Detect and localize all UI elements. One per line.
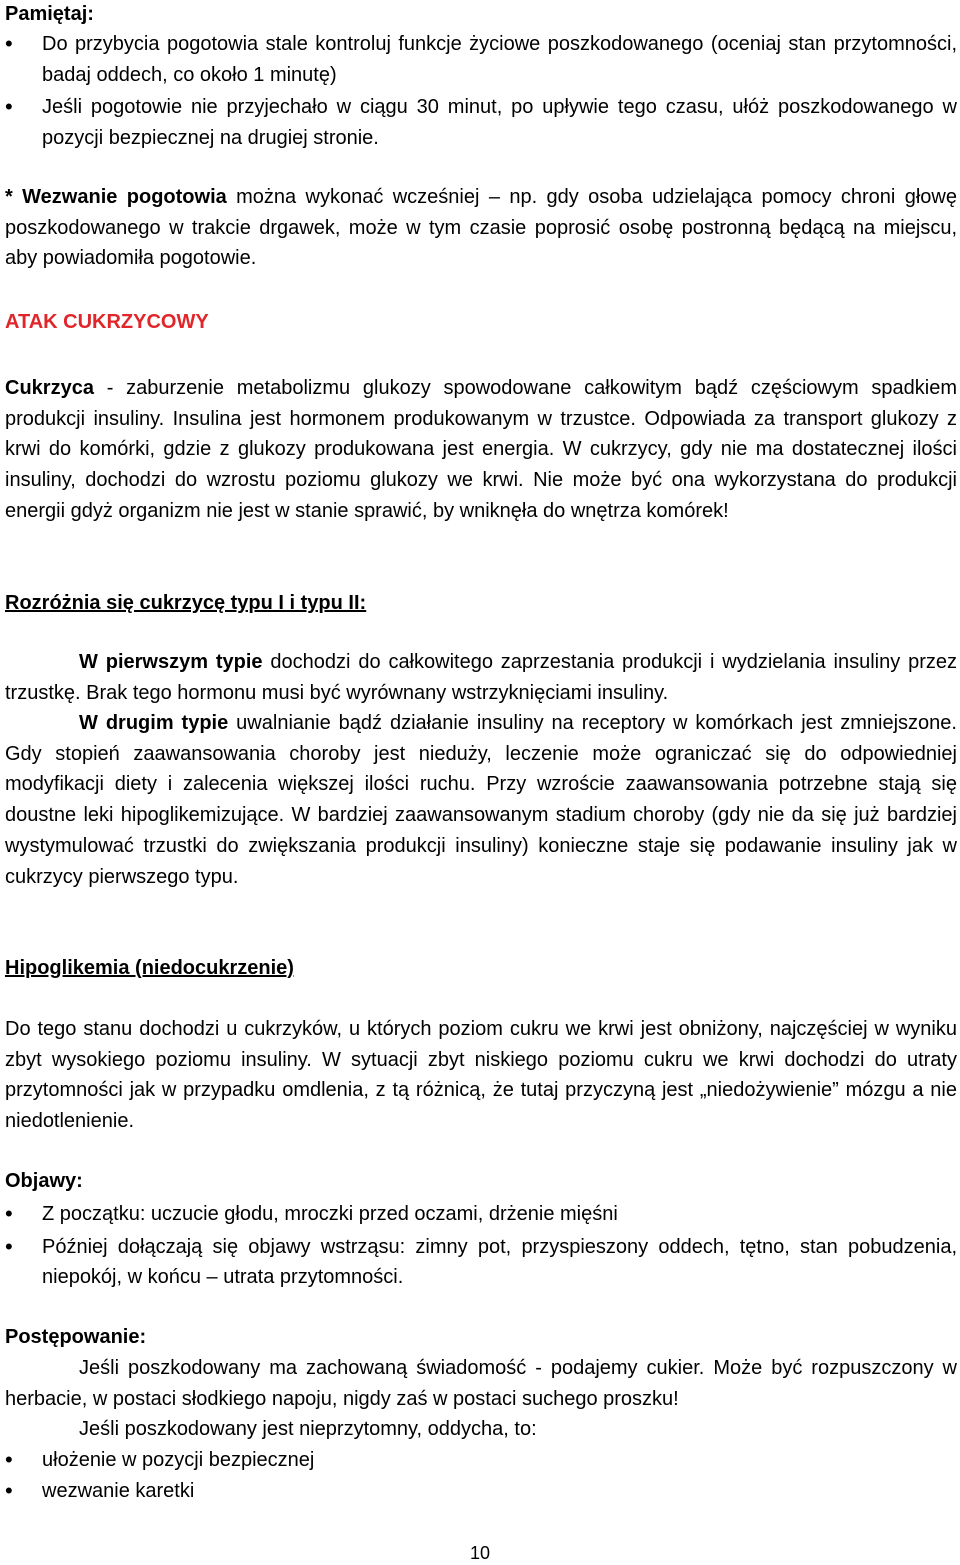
postepowanie-list: [5, 1445, 957, 1506]
list-item: • Jeśli pogotowie nie przyjechało w ciągu 30 minut, po upływie tego czasu, ułóż poszkodowanego w pozycji bezpiecznej na drugiej stronie.: [5, 92, 957, 153]
cukrzyca-paragraph: [5, 373, 957, 527]
typ1-paragraph: [5, 647, 957, 708]
hipoglikemia-paragraph: Do tego stanu dochodzi u cukrzyków, u których poziom cukru we krwi jest obniżony, najczęściej w wyniku zbyt wysokiego poziomu insuliny. W sytuacji zbyt niskiego poziomu cukru we krwi dochodzi do utraty przytomności jak w przypadku omdlenia, z tą różnicą, że tutaj przyczyną jest „niedożywienie” mózgu a nie niedotlenienie.: [5, 1018, 957, 1133]
postepowanie-paragraph-2: Jeśli poszkodowany jest nieprzytomny, oddycha, to:: [79, 1418, 537, 1440]
list-item: • wezwanie karetki: [5, 1476, 957, 1507]
pamietaj-heading: Pamiętaj:: [5, 3, 94, 25]
note-bold: * Wezwanie pogotowia: [5, 186, 227, 208]
objawy-heading: Objawy:: [5, 1170, 83, 1192]
typ2-paragraph: [5, 708, 957, 892]
typ1-bold: W pierwszym typie: [79, 651, 263, 673]
postepowanie-paragraph-1: Jeśli poszkodowany ma zachowaną świadomość - podajemy cukier. Może być rozpuszczony w herbacie, w postaci słodkiego napoju, nigdy zaś w postaci suchego proszku!: [5, 1357, 957, 1410]
list-item: • Później dołączają się objawy wstrząsu: zimny pot, przyspieszony oddech, tętno, stan pobudzenia, niepokój, w końcu – utrata przytomności.: [5, 1232, 957, 1293]
postepowanie-heading: Postępowanie:: [5, 1326, 147, 1348]
cukrzyca-bold: Cukrzyca: [5, 377, 94, 399]
list-item: • ułożenie w pozycji bezpiecznej: [5, 1445, 957, 1476]
note-text: można wykonać wcześniej – np. gdy osoba udzielająca pomocy chroni głowę poszkodowanego w trakcie drgawek, może w tym czasie poprosić osobę postronną będącą na miejscu, aby powiadomiła pogotowie.: [5, 186, 958, 270]
pamietaj-list: [5, 29, 957, 156]
hipoglikemia-heading: Hipoglikemia (niedocukrzenie): [5, 957, 294, 979]
note-paragraph: [5, 182, 957, 274]
list-item: • Do przybycia pogotowia stale kontroluj funkcje życiowe poszkodowanego (oceniaj stan przytomności, badaj oddech, co około 1 minutę): [5, 29, 957, 90]
objawy-list: [5, 1199, 957, 1295]
list-item: • Z początku: uczucie głodu, mroczki przed oczami, drżenie mięśni: [5, 1199, 957, 1230]
section-heading-atak: ATAK CUKRZYCOWY: [5, 311, 209, 333]
typ2-text: uwalnianie bądź działanie insuliny na receptory w komórkach jest zmniejszone. Gdy stopień zaawansowania choroby jest nieduży, leczenie może ograniczać się do odpowiedniej modyfikacji diety i zalecenia większej ilości ruchu. Przy wzroście zaawansowania potrzebne stają się doustne leki hipoglikemizujące. W bardziej zaawansowanym stadium choroby (gdy nie da się już bardziej wystymulować trzustki do zwiększania produkcji insuliny) konieczne staje się podawanie insuliny jak w cukrzycy pierwszego typu.: [5, 712, 957, 888]
typy-heading: Rozróżnia się cukrzycę typu I i typu II:: [5, 592, 367, 614]
page-number: 10: [469, 1543, 491, 1563]
cukrzyca-text: - zaburzenie metabolizmu glukozy spowodowane całkowitym bądź częściowym spadkiem produkcji insuliny. Insulina jest hormonem produkowanym w trzustce. Odpowiada za transport glukozy z krwi do komórki, gdzie z glukozy produkowana jest energia. W cukrzycy, gdy nie ma dostatecznej ilości insuliny, dochodzi do wzrostu poziomu glukozy we krwi. Nie może być ona wykorzystana do produkcji energii gdyż organizm nie jest w stanie sprawić, by wniknęła do wnętrza komórek!: [5, 377, 957, 522]
typ1-text: dochodzi do całkowitego zaprzestania produkcji i wydzielania insuliny przez trzustkę. Brak tego hormonu musi być wyrównany wstrzyknięciami insuliny.: [5, 651, 957, 704]
typ2-bold: W drugim typie: [79, 712, 229, 734]
